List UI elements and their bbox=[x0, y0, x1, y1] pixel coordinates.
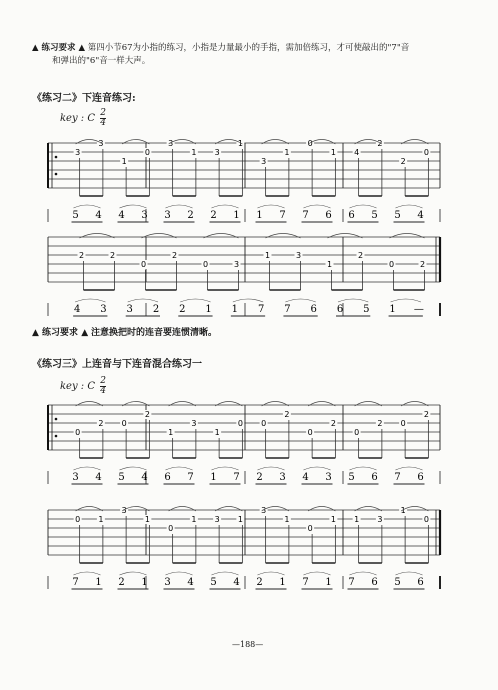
exercise-2-time-top: 2 bbox=[100, 108, 106, 118]
ex2-row2-numbered-note: 3 bbox=[126, 304, 133, 315]
ex2-row1-numbered-note: 6 bbox=[348, 210, 355, 221]
ex3-row1-numbered-note: 6 bbox=[417, 472, 424, 483]
ex2-row2-numbered-note: 1 bbox=[389, 304, 396, 315]
ex2-row1-numbered-note: 7 bbox=[302, 210, 309, 221]
ex3-row2-fret-number: 1 bbox=[237, 515, 243, 524]
ex3-row2-fret-number: 1 bbox=[330, 515, 336, 524]
ex2-row1-note-slur bbox=[396, 205, 423, 208]
ex3-row1-repeat-dot bbox=[55, 418, 58, 421]
ex3-row2-fret-number: 1 bbox=[354, 515, 360, 524]
ex2-row2-fret-number: 1 bbox=[264, 251, 271, 260]
ex2-row2-numbered-note: 7 bbox=[257, 304, 265, 315]
ex3-row1-fret-number: 0 bbox=[307, 428, 313, 437]
ex2-row1-fret-number: 3 bbox=[261, 157, 267, 166]
ex2-row1-repeat-dot bbox=[55, 173, 58, 176]
ex3-row1-fret-number: 1 bbox=[214, 428, 220, 437]
exercise-3-time-bottom: 4 bbox=[100, 386, 106, 396]
ex2-row2-numbered-note: 5 bbox=[363, 304, 370, 315]
ex3-row2-fret-number: 1 bbox=[284, 515, 290, 524]
ex2-row2-note-slur bbox=[391, 299, 421, 302]
ex3-row2-note-slur bbox=[166, 572, 193, 575]
ex2-row1-note-slur bbox=[304, 205, 331, 208]
ex2-row2-note-slur bbox=[285, 299, 315, 302]
ex3-row2-numbered-note: 1 bbox=[279, 577, 286, 588]
ex3-row1-numbered-note: 7 bbox=[233, 472, 240, 483]
ex2-row1-numbered-note: 7 bbox=[279, 210, 286, 221]
ex2-row2-fret-number: 2 bbox=[171, 251, 178, 260]
ex2-row1-numbered-note: 5 bbox=[394, 210, 401, 221]
exercise-2-key-label: key : C bbox=[60, 113, 96, 124]
ex3-row2-fret-number: 0 bbox=[423, 515, 429, 524]
ex3-row1-numbered-note: 6 bbox=[371, 472, 378, 483]
ex2-row2-numbered-note: 3 bbox=[100, 304, 107, 315]
ex2-row1-note-slur bbox=[212, 205, 239, 208]
ex2-row1-fret-number: 1 bbox=[237, 139, 243, 148]
ex3-row2-numbered-note: 6 bbox=[371, 577, 378, 588]
requirement-1-text-line1: 第四小节67为小指的练习，小指是力量最小的手指，需加倍练习，才可使敲出的"7"音 bbox=[87, 43, 410, 53]
ex3-row2-fret-number: 0 bbox=[75, 515, 81, 524]
ex2-row1-numbered-note: 4 bbox=[417, 210, 424, 221]
ex2-row1-fret-number: 2 bbox=[377, 139, 383, 148]
ex2-row2-fret-number: 3 bbox=[295, 251, 302, 260]
ex2-row1-fret-number: 1 bbox=[284, 148, 290, 157]
ex2-row2-note-slur bbox=[338, 299, 368, 302]
ex3-row2-fret-number: 3 bbox=[377, 515, 383, 524]
ex2-row1-fret-number: 3 bbox=[75, 148, 81, 157]
ex2-row1-repeat-dot bbox=[55, 156, 58, 159]
ex3-row1-note-slur bbox=[350, 467, 377, 470]
ex3-row2-numbered-note: 2 bbox=[118, 577, 125, 588]
ex3-row1-fret-number: 0 bbox=[75, 428, 81, 437]
ex2-row2-numbered-note: 7 bbox=[284, 304, 291, 315]
ex2-row1-note-slur bbox=[350, 205, 377, 208]
requirement-1-label: ▲ 练习要求 ▲ bbox=[32, 43, 85, 53]
requirement-2-label: ▲ 练习要求 ▲ bbox=[32, 328, 89, 338]
ex2-row2-fret-number: 2 bbox=[109, 251, 116, 260]
ex3-row1-numbered-note: 2 bbox=[256, 472, 263, 483]
ex2-row2-fret-number: 1 bbox=[326, 260, 333, 269]
ex2-row2-numbered-note: 6 bbox=[310, 304, 317, 315]
ex3-row1-fret-number: 0 bbox=[354, 428, 360, 437]
ex2-row1-fret-number: 1 bbox=[191, 148, 197, 157]
ex2-row1-fret-number: 0 bbox=[423, 148, 429, 157]
ex2-row2-numbered-note: 1 bbox=[205, 304, 212, 315]
ex2-row2-fret-number: 2 bbox=[78, 251, 85, 260]
ex3-row1-numbered-note: 5 bbox=[118, 472, 125, 483]
ex2-row2-fret-number: 2 bbox=[419, 260, 426, 269]
ex3-row2-fret-number: 1 bbox=[144, 515, 150, 524]
ex3-row1-fret-number: 0 bbox=[261, 419, 267, 428]
ex2-row1-fret-number: 3 bbox=[168, 139, 174, 148]
ex3-row2-numbered-note: 1 bbox=[325, 577, 332, 588]
ex3-row2-note-slur bbox=[258, 572, 285, 575]
ex3-row2-numbered-note: 6 bbox=[417, 577, 424, 588]
ex2-row1-fret-number: 3 bbox=[214, 148, 220, 157]
exercise-3-time-top: 2 bbox=[100, 376, 106, 386]
ex3-row2-numbered-note: 3 bbox=[164, 577, 171, 588]
ex2-row2-fret-number: 3 bbox=[233, 260, 240, 269]
ex3-row1-fret-number: 1 bbox=[168, 428, 174, 437]
ex2-row1-numbered-note: 6 bbox=[325, 210, 332, 221]
ex2-row1-numbered-note: 4 bbox=[118, 210, 125, 221]
ex3-row1-fret-number: 2 bbox=[284, 410, 290, 419]
ex2-row2-fret-number: 0 bbox=[140, 260, 147, 269]
ex2-row2-numbered-note: 2 bbox=[179, 304, 186, 315]
ex3-row1-fret-number: 2 bbox=[144, 410, 150, 419]
requirement-2-text: 注意换把时的连音要连惯清晰。 bbox=[91, 328, 218, 338]
ex3-row1-fret-number: 0 bbox=[237, 419, 243, 428]
ex2-row2-numbered-note: 4 bbox=[73, 304, 81, 315]
ex3-row1-numbered-note: 3 bbox=[72, 472, 79, 483]
ex2-row2-numbered-note: — bbox=[413, 304, 424, 315]
ex3-row1-note-slur bbox=[120, 467, 147, 470]
ex3-row1-numbered-note: 3 bbox=[279, 472, 286, 483]
ex3-row1-numbered-note: 4 bbox=[302, 472, 309, 483]
ex3-row1-fret-number: 2 bbox=[98, 419, 104, 428]
ex2-row1-numbered-note: 3 bbox=[141, 210, 148, 221]
ex3-row2-fret-number: 1 bbox=[191, 515, 197, 524]
ex3-row1-note-slur bbox=[304, 467, 331, 470]
ex3-row1-numbered-note: 5 bbox=[348, 472, 355, 483]
page-number: —188— bbox=[232, 640, 264, 649]
ex3-row2-fret-number: 0 bbox=[307, 524, 313, 533]
ex2-row1-fret-number: 0 bbox=[307, 139, 313, 148]
ex2-row1-note-slur bbox=[74, 205, 101, 208]
ex3-row2-note-slur bbox=[396, 572, 423, 575]
ex3-row1-numbered-note: 3 bbox=[325, 472, 332, 483]
ex3-row1-numbered-note: 4 bbox=[95, 472, 102, 483]
ex3-row2-numbered-note: 7 bbox=[302, 577, 309, 588]
ex2-row1-numbered-note: 1 bbox=[233, 210, 240, 221]
ex3-row2-numbered-note: 4 bbox=[233, 577, 240, 588]
ex3-row2-numbered-note: 1 bbox=[95, 577, 102, 588]
exercise-3-title: 《练习三》上连音与下连音混合练习一 bbox=[32, 359, 202, 370]
ex2-row2-fret-number: 0 bbox=[202, 260, 209, 269]
ex2-row1-numbered-note: 3 bbox=[164, 210, 171, 221]
ex2-row1-numbered-note: 1 bbox=[256, 210, 263, 221]
ex3-row2-fret-number: 3 bbox=[214, 515, 220, 524]
ex2-row1-numbered-note: 4 bbox=[95, 210, 102, 221]
ex3-row2-note-slur bbox=[74, 572, 101, 575]
ex2-row2-note-slur bbox=[75, 299, 105, 302]
ex3-row1-fret-number: 2 bbox=[330, 419, 336, 428]
ex3-row1-fret-number: 2 bbox=[377, 419, 383, 428]
ex2-row2-fret-number: 0 bbox=[388, 260, 395, 269]
ex3-row2-numbered-note: 2 bbox=[256, 577, 263, 588]
ex3-row1-fret-number: 0 bbox=[400, 419, 406, 428]
exercise-2-title: 《练习二》下连音练习: bbox=[32, 93, 136, 104]
ex3-row1-note-slur bbox=[166, 467, 193, 470]
ex3-row2-fret-number: 3 bbox=[261, 506, 267, 515]
exercise-3-key-label: key : C bbox=[60, 381, 96, 392]
ex3-row2-numbered-note: 7 bbox=[72, 577, 79, 588]
ex2-row2-note-slur bbox=[128, 299, 158, 302]
ex3-row2-numbered-note: 4 bbox=[187, 577, 194, 588]
ex3-row2-note-slur bbox=[212, 572, 239, 575]
ex3-row1-note-slur bbox=[212, 467, 239, 470]
ex2-row1-fret-number: 4 bbox=[354, 148, 360, 157]
ex3-row1-repeat-dot bbox=[55, 435, 58, 438]
ex2-row2-fret-number: 2 bbox=[357, 251, 364, 260]
ex3-row1-numbered-note: 7 bbox=[187, 472, 194, 483]
ex3-row1-numbered-note: 4 bbox=[141, 472, 148, 483]
ex2-row1-fret-number: 1 bbox=[121, 157, 127, 166]
ex3-row2-note-slur bbox=[120, 572, 147, 575]
ex3-row2-fret-number: 1 bbox=[400, 506, 406, 515]
ex2-row1-note-slur bbox=[258, 205, 285, 208]
ex3-row1-fret-number: 2 bbox=[423, 410, 429, 419]
ex2-row2-numbered-note: 2 bbox=[152, 304, 160, 315]
ex2-row1-fret-number: 1 bbox=[330, 148, 336, 157]
ex3-row1-numbered-note: 1 bbox=[210, 472, 217, 483]
ex2-row1-numbered-note: 5 bbox=[72, 210, 79, 221]
ex3-row1-note-slur bbox=[258, 467, 285, 470]
ex2-row2-numbered-note: 6 bbox=[336, 304, 344, 315]
requirement-1-text-line2: 和弹出的"6"音一样大声。 bbox=[52, 56, 151, 66]
ex2-row1-numbered-note: 2 bbox=[210, 210, 217, 221]
ex3-row1-fret-number: 3 bbox=[191, 419, 197, 428]
exercise-2-time-bottom: 4 bbox=[100, 118, 106, 128]
ex2-row2-note-slur bbox=[180, 299, 210, 302]
ex2-row1-note-slur bbox=[120, 205, 147, 208]
ex3-row2-note-slur bbox=[304, 572, 331, 575]
ex3-row2-numbered-note: 7 bbox=[348, 577, 355, 588]
ex3-row1-note-slur bbox=[74, 467, 101, 470]
ex3-row2-fret-number: 0 bbox=[168, 524, 174, 533]
ex2-row1-fret-number: 0 bbox=[144, 148, 150, 157]
ex2-row1-fret-number: 3 bbox=[98, 139, 104, 148]
ex3-row2-note-slur bbox=[350, 572, 377, 575]
ex3-row2-numbered-note: 1 bbox=[141, 577, 148, 588]
ex3-row2-fret-number: 3 bbox=[121, 506, 127, 515]
ex2-row1-note-slur bbox=[166, 205, 193, 208]
ex3-row2-numbered-note: 5 bbox=[210, 577, 217, 588]
ex3-row2-fret-number: 1 bbox=[98, 515, 104, 524]
ex2-row2-numbered-note: 1 bbox=[231, 304, 239, 315]
ex3-row1-numbered-note: 7 bbox=[394, 472, 401, 483]
ex2-row2-note-slur bbox=[233, 299, 263, 302]
ex3-row1-note-slur bbox=[396, 467, 423, 470]
ex3-row1-numbered-note: 6 bbox=[164, 472, 171, 483]
ex2-row1-fret-number: 2 bbox=[400, 157, 406, 166]
ex3-row2-numbered-note: 5 bbox=[394, 577, 401, 588]
ex2-row1-numbered-note: 2 bbox=[187, 210, 194, 221]
ex2-row1-numbered-note: 5 bbox=[371, 210, 378, 221]
ex3-row1-fret-number: 0 bbox=[121, 419, 127, 428]
